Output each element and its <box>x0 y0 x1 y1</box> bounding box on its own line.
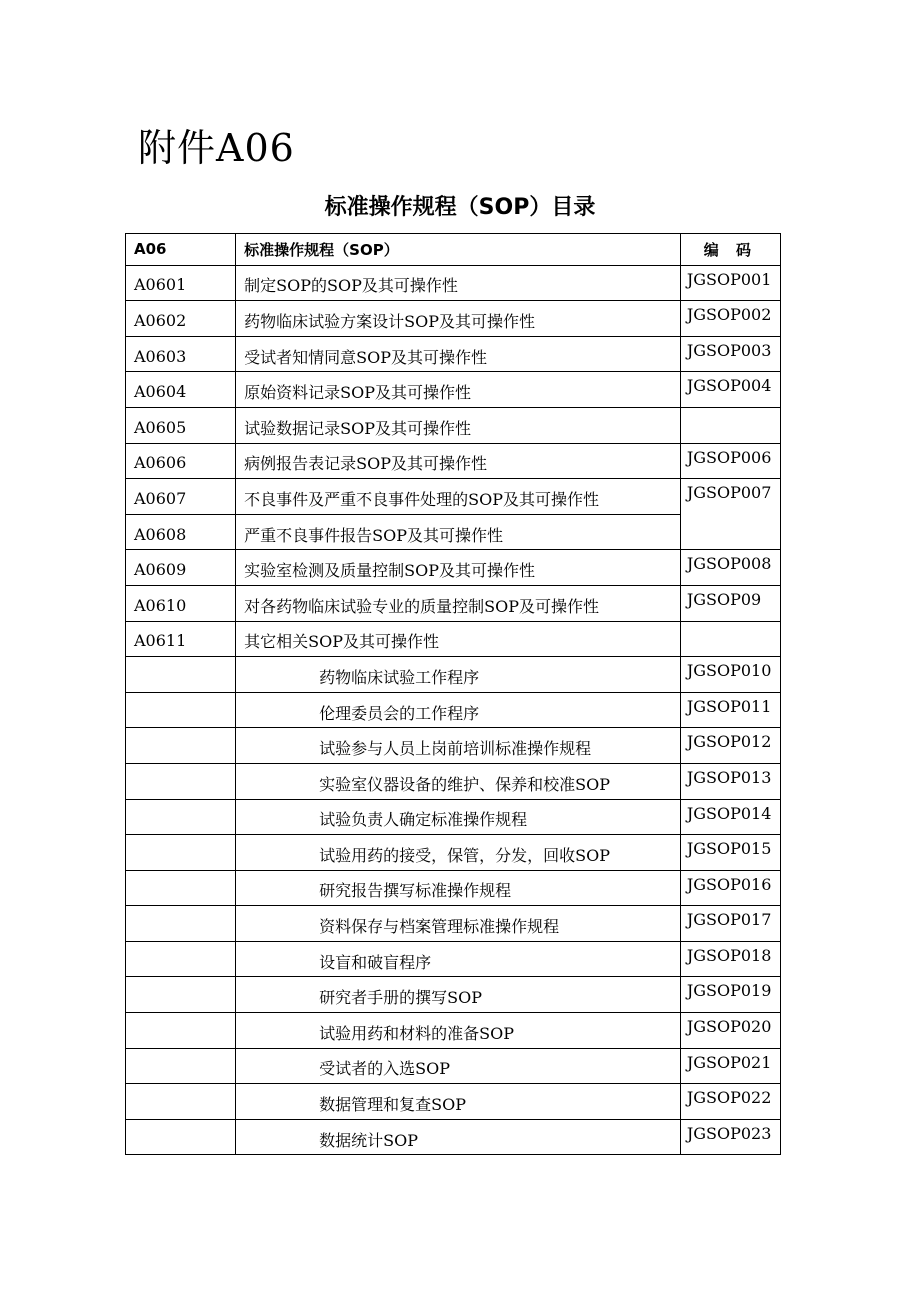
row-code: A0603 <box>126 336 236 372</box>
row-number: JGSOP004 <box>680 372 780 408</box>
row-code: A0611 <box>126 621 236 657</box>
table-sub-row <box>126 657 781 693</box>
row-code: A0608 <box>126 514 236 550</box>
annex-title: 附件A06 <box>138 126 295 170</box>
table-row <box>126 550 781 586</box>
row-name: 试验数据记录SOP及其可操作性 <box>236 407 681 443</box>
row-name: 严重不良事件报告SOP及其可操作性 <box>236 514 681 550</box>
table-sub-row <box>126 763 781 799</box>
table-sub-row <box>126 941 781 977</box>
row-name: 受试者知情同意SOP及其可操作性 <box>236 336 681 372</box>
row-code-empty <box>126 1119 236 1155</box>
sub-row-name: 受试者的入选SOP <box>236 1048 681 1084</box>
row-number: JGSOP007 <box>680 479 780 550</box>
sub-row-name: 数据管理和复查SOP <box>236 1084 681 1120</box>
sub-row-name: 试验负责人确定标准操作规程 <box>236 799 681 835</box>
row-code: A0610 <box>126 585 236 621</box>
row-code-empty <box>126 835 236 871</box>
row-code: A0607 <box>126 479 236 515</box>
row-code-empty <box>126 1084 236 1120</box>
sub-row-name: 药物临床试验工作程序 <box>236 657 681 693</box>
row-code-empty <box>126 763 236 799</box>
table-row <box>126 301 781 337</box>
row-name: 原始资料记录SOP及其可操作性 <box>236 372 681 408</box>
row-name: 病例报告表记录SOP及其可操作性 <box>236 443 681 479</box>
row-code: A0604 <box>126 372 236 408</box>
row-name: 对各药物临床试验专业的质量控制SOP及可操作性 <box>236 585 681 621</box>
row-name: 不良事件及严重不良事件处理的SOP及其可操作性 <box>236 479 681 515</box>
sub-row-number: JGSOP017 <box>680 906 780 942</box>
row-code-empty <box>126 1048 236 1084</box>
sub-row-name: 研究报告撰写标准操作规程 <box>236 870 681 906</box>
sub-row-name: 数据统计SOP <box>236 1119 681 1155</box>
table-sub-row <box>126 1013 781 1049</box>
row-code-empty <box>126 692 236 728</box>
row-number: JGSOP006 <box>680 443 780 479</box>
table-sub-row <box>126 1084 781 1120</box>
table-header-row <box>126 234 781 266</box>
row-code-empty <box>126 870 236 906</box>
header-code: A06 <box>126 234 236 266</box>
row-number <box>680 407 780 443</box>
table-sub-row <box>126 870 781 906</box>
sub-row-number: JGSOP020 <box>680 1013 780 1049</box>
sub-row-name: 试验用药和材料的准备SOP <box>236 1013 681 1049</box>
row-code: A0605 <box>126 407 236 443</box>
sub-row-name: 试验用药的接受，保管，分发，回收SOP <box>236 835 681 871</box>
table-sub-row <box>126 906 781 942</box>
row-code-empty <box>126 799 236 835</box>
row-name: 制定SOP的SOP及其可操作性 <box>236 265 681 301</box>
table-row <box>126 479 781 515</box>
row-code-empty <box>126 941 236 977</box>
sub-row-number: JGSOP019 <box>680 977 780 1013</box>
row-number: JGSOP09 <box>680 585 780 621</box>
row-code-empty <box>126 657 236 693</box>
row-code: A0609 <box>126 550 236 586</box>
table-sub-row <box>126 835 781 871</box>
table-row <box>126 372 781 408</box>
sub-row-number: JGSOP012 <box>680 728 780 764</box>
sub-row-number: JGSOP023 <box>680 1119 780 1155</box>
sub-row-number: JGSOP010 <box>680 657 780 693</box>
table-sub-row <box>126 728 781 764</box>
table-sub-row <box>126 1048 781 1084</box>
document-title: 标准操作规程（SOP）目录 <box>324 195 596 220</box>
row-name: 其它相关SOP及其可操作性 <box>236 621 681 657</box>
row-code: A0606 <box>126 443 236 479</box>
sub-row-number: JGSOP015 <box>680 835 780 871</box>
row-code-empty <box>126 728 236 764</box>
sub-row-number: JGSOP011 <box>680 692 780 728</box>
row-number <box>680 621 780 657</box>
table-sub-row <box>126 1119 781 1155</box>
table-sub-row <box>126 977 781 1013</box>
sub-row-number: JGSOP016 <box>680 870 780 906</box>
row-code-empty <box>126 977 236 1013</box>
sub-row-name: 设盲和破盲程序 <box>236 941 681 977</box>
row-number: JGSOP008 <box>680 550 780 586</box>
sub-row-name: 研究者手册的撰写SOP <box>236 977 681 1013</box>
table-row <box>126 265 781 301</box>
header-name: 标准操作规程（SOP） <box>236 234 681 266</box>
row-number: JGSOP002 <box>680 301 780 337</box>
sub-row-name: 资料保存与档案管理标准操作规程 <box>236 906 681 942</box>
table-row <box>126 621 781 657</box>
table-row <box>126 443 781 479</box>
row-code-empty <box>126 906 236 942</box>
sub-row-name: 伦理委员会的工作程序 <box>236 692 681 728</box>
table-sub-row <box>126 692 781 728</box>
sub-row-number: JGSOP022 <box>680 1084 780 1120</box>
row-code-empty <box>126 1013 236 1049</box>
table-row <box>126 407 781 443</box>
row-number: JGSOP003 <box>680 336 780 372</box>
row-name: 药物临床试验方案设计SOP及其可操作性 <box>236 301 681 337</box>
sub-row-number: JGSOP014 <box>680 799 780 835</box>
sop-catalog-table <box>125 233 781 1155</box>
row-name: 实验室检测及质量控制SOP及其可操作性 <box>236 550 681 586</box>
sub-row-number: JGSOP021 <box>680 1048 780 1084</box>
header-number: 编 码 <box>680 234 780 266</box>
sub-row-number: JGSOP018 <box>680 941 780 977</box>
sub-row-number: JGSOP013 <box>680 763 780 799</box>
row-code: A0601 <box>126 265 236 301</box>
table-row <box>126 336 781 372</box>
sub-row-name: 实验室仪器设备的维护、保养和校准SOP <box>236 763 681 799</box>
table-sub-row <box>126 799 781 835</box>
row-code: A0602 <box>126 301 236 337</box>
sub-row-name: 试验参与人员上岗前培训标准操作规程 <box>236 728 681 764</box>
row-number: JGSOP001 <box>680 265 780 301</box>
table-row <box>126 585 781 621</box>
